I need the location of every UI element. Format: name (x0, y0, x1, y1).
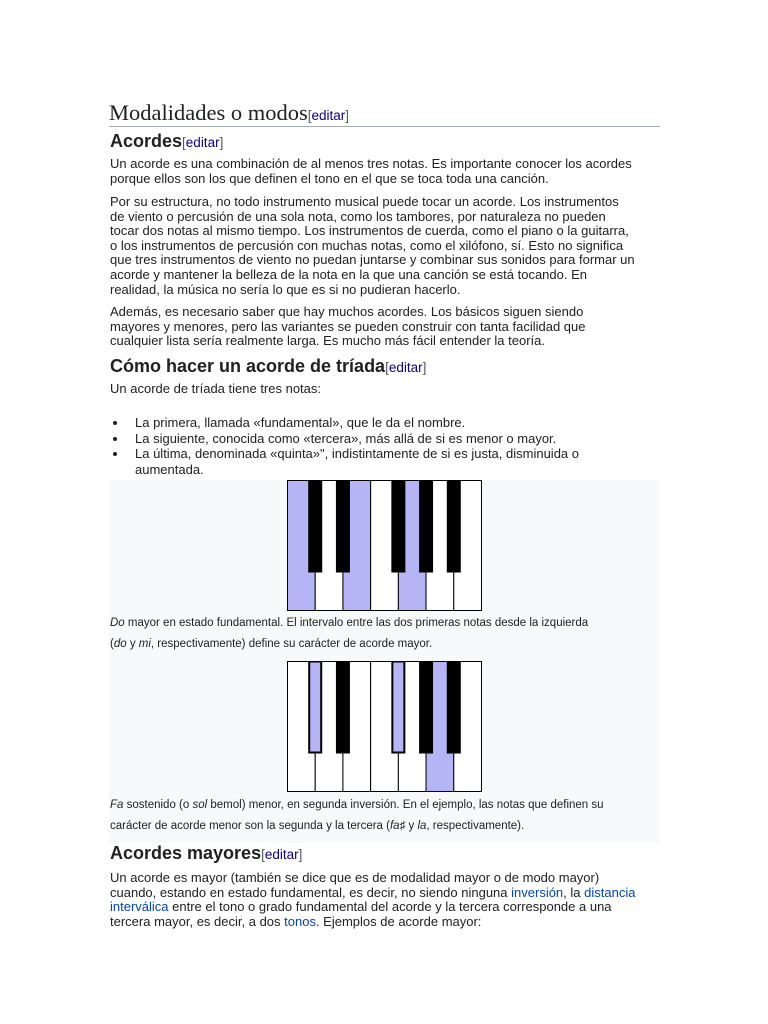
text-line (110, 157, 632, 172)
text-segment: que tres instrumentos de viento no puedan juntarse y combinar sus sonidos para formar un (110, 252, 635, 268)
text-segment: tercera mayor, es decir, a dos (110, 913, 285, 929)
edit-bracket-close: ] (219, 135, 224, 150)
piano-diagram-fa-sostenido-menor (287, 661, 482, 792)
italic-term: la (417, 820, 427, 832)
black-key (391, 481, 405, 573)
black-key (336, 662, 350, 754)
text-line (110, 382, 321, 397)
text-segment: Además, es necesario saber que hay muchos acordes. Los básicos siguen siendo (110, 304, 584, 319)
text-line (110, 816, 604, 837)
triad-notes-list (110, 415, 579, 478)
text-line (110, 253, 635, 268)
edit-section-group (385, 360, 426, 375)
edit-link[interactable]: editar (264, 847, 299, 862)
black-key (419, 481, 433, 573)
text-line (110, 268, 635, 283)
black-key (308, 481, 322, 573)
edit-bracket-open: [ (182, 135, 186, 150)
text-line (135, 415, 579, 431)
text-line (110, 871, 635, 886)
text-segment: y (126, 638, 139, 650)
italic-term: Do (110, 617, 125, 629)
link-inversion[interactable]: inversión (511, 884, 564, 900)
text-line (110, 305, 585, 320)
list-item (110, 446, 579, 477)
text-segment: bemol) menor, en segunda inversión. En el ejemplo, las notas que definen su (207, 799, 604, 811)
paragraph-acordes-definition (110, 157, 632, 186)
black-key-highlighted (309, 662, 321, 753)
text-segment: La primera, llamada «fundamental», que le da el nombre. (135, 415, 466, 430)
list-item (110, 415, 579, 431)
edit-link[interactable]: editar (185, 135, 220, 150)
text-segment: mayores y menores, pero las variantes se pueden construir con tanta facilidad que (110, 318, 586, 334)
black-key (447, 662, 461, 754)
text-line (110, 886, 635, 901)
text-line (135, 462, 579, 478)
text-line (110, 795, 604, 816)
heading-text: Acordes (110, 131, 183, 151)
italic-term: mi (138, 638, 151, 650)
section-heading-acordes (110, 130, 223, 154)
italic-term: fa♯ (389, 820, 406, 832)
text-line (110, 172, 632, 187)
text-line (110, 195, 635, 210)
text-segment: Por su estructura, no todo instrumento musical puede tocar un acorde. Los instrumentos (110, 194, 619, 209)
text-segment: sostenido (o (123, 799, 193, 811)
heading-text: Cómo hacer un acorde de tríada (110, 356, 386, 376)
black-key (336, 481, 350, 573)
text-segment: acorde y mantener la belleza de la nota en la que una canción se está tocando. En (110, 266, 587, 282)
list-item (110, 431, 579, 447)
heading-text: Modalidades o modos (109, 100, 308, 125)
text-segment: Un acorde es una combinación de al menos tres notas. Es importante conocer los acordes (110, 156, 632, 171)
text-segment: cuando, estando en estado fundamental, es decir, no siendo ninguna (110, 884, 512, 900)
text-segment: Un acorde es mayor (también se dice que es de modalidad mayor o de modo mayor) (110, 870, 600, 885)
link-intervalica[interactable]: interválica (110, 899, 169, 915)
edit-bracket-open: [ (261, 847, 265, 862)
paragraph-triada-intro (110, 382, 321, 397)
text-segment: , respectivamente). (426, 820, 525, 832)
text-line (110, 320, 585, 335)
edit-bracket-close: ] (345, 108, 350, 123)
text-segment: , respectivamente) define su carácter de acorde mayor. (150, 638, 433, 650)
text-line (110, 634, 588, 655)
edit-section-group (261, 847, 302, 862)
text-line (135, 446, 579, 462)
text-segment: tocar dos notas al mismo tiempo. Los instrumentos de cuerda, como el piano o la guitarra, (110, 223, 629, 239)
edit-link[interactable]: editar (311, 108, 346, 123)
text-line (110, 915, 635, 930)
text-segment: y (405, 820, 418, 832)
italic-term: sol (192, 799, 208, 811)
edit-bracket-close: ] (422, 360, 427, 375)
black-key (447, 481, 461, 573)
heading-text: Acordes mayores (110, 843, 262, 863)
text-segment: carácter de acorde menor son la segunda y la tercera ( (110, 820, 390, 832)
paragraph-acordes-mayores (110, 871, 635, 929)
text-line (135, 431, 579, 447)
text-segment: La siguiente, conocida como «tercera», más allá de si es menor o mayor. (135, 430, 557, 446)
edit-section-group (308, 108, 349, 123)
text-segment: o los instrumentos de percusión con muchas notas, como el xilófono, sí. Esto no significa (110, 237, 624, 253)
edit-bracket-open: [ (385, 360, 389, 375)
edit-bracket-open: [ (307, 108, 312, 123)
text-line (110, 334, 585, 349)
text-line (110, 210, 635, 225)
piano-diagram-do-mayor (287, 480, 482, 611)
text-segment: entre el tono o grado fundamental del acorde y la tercera corresponde a una (168, 899, 612, 915)
heading-divider (109, 126, 660, 127)
text-segment: realidad, la música no sería lo que es si no pudieran hacerlo. (110, 281, 461, 297)
text-segment: de viento o percusión de una sola nota, como los tambores, por naturaleza no pueden (110, 208, 606, 224)
italic-term: Fa (110, 799, 124, 811)
text-segment: porque ellos son los que definen el tono en el que se toca toda una canción. (110, 170, 549, 186)
text-line (110, 283, 635, 298)
black-key-highlighted (392, 662, 404, 753)
text-segment: cualquier lista sería realmente larga. Es mucho más fácil entender la teoría. (110, 333, 545, 349)
figure-caption-do-mayor (110, 613, 588, 655)
text-segment: mayor en estado fundamental. El intervalo entre las dos primeras notas desde la izquierda (124, 617, 589, 629)
text-segment: ( (110, 638, 114, 650)
edit-section-group (182, 135, 223, 150)
paragraph-acordes-variants (110, 305, 585, 349)
edit-link[interactable]: editar (388, 360, 423, 375)
text-line (110, 224, 635, 239)
text-line (110, 613, 588, 634)
text-segment: , la (563, 884, 585, 900)
figure-caption-fa-sostenido-menor (110, 795, 604, 837)
italic-term: do (113, 638, 127, 650)
section-heading-acordes-mayores (110, 842, 302, 866)
text-line (110, 239, 635, 254)
text-segment: . Ejemplos de acorde mayor: (315, 913, 482, 929)
link-distancia[interactable]: distancia (584, 884, 636, 900)
edit-bracket-close: ] (298, 847, 303, 862)
text-segment: aumentada. (135, 462, 204, 478)
text-segment: Un acorde de tríada tiene tres notas: (110, 381, 322, 396)
section-heading-triada (110, 355, 426, 379)
link-tonos[interactable]: tonos (284, 913, 316, 929)
text-segment: La última, denominada «quinta»", indistintamente de si es justa, disminuida o (135, 446, 579, 462)
black-key (419, 662, 433, 754)
paragraph-acordes-instruments (110, 195, 635, 297)
text-line (110, 900, 635, 915)
